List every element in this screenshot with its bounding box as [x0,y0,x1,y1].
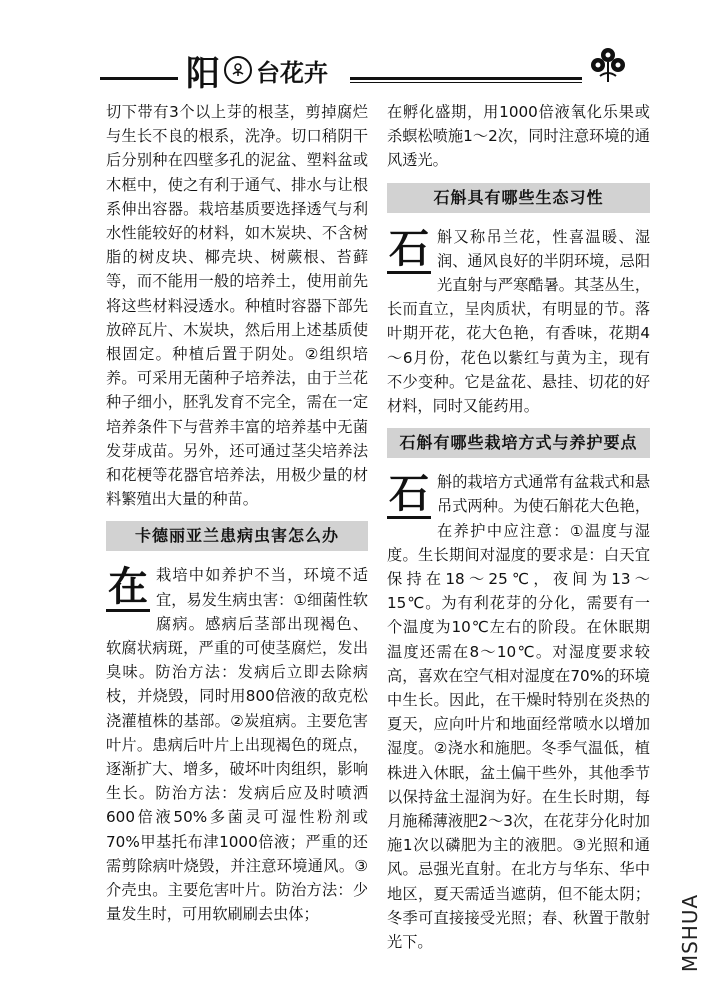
left-column [106,100,368,927]
header-rule-right-thin [350,82,582,83]
dropcap: 石 [389,470,429,518]
left-paragraph-2 [106,563,368,926]
dropcap: 在 [108,563,148,611]
left-paragraph-2-text: 栽培中如养护不当，环境不适宜，易发生病虫害：①细菌性软腐病。感病后茎部出现褐色、软腐状病斑，严重的可使茎腐烂，发出臭味。防治方法：发病后立即去除病枝，并烧毁，同时用800倍液的敌克松浇灌植株的基部。②炭疽病。主要危害叶片。患病后叶片上出现褐色的斑点，逐渐扩大、增多，破坏叶肉组织，影响生长。防治方法：发病后应及时喷洒600倍液50%多菌灵可湿性粉剂或70%甲基托布津1000倍液；严重的还需剪除病叶烧毁，并注意环境通风。③介壳虫。主要危害叶片。防治方法：少量发生时，可用软刷刷去虫体； [106,566,368,924]
flower-cluster-icon [590,46,626,84]
page-title [186,50,328,94]
watermark [678,875,702,991]
header-rule-left [100,77,178,80]
left-paragraph-1: 切下带有3个以上芽的根茎，剪掉腐烂与生长不良的根系，洗净。切口稍阴干后分别种在四壁多孔的泥盆、塑料盆或木框中，使之有利于通气、排水与让根系伸出容器。栽培基质要选择透气与利水性能较好的材料，如木炭块、不含树脂的树皮块、椰壳块、树蕨根、苔藓等，而不能用一般的培养土，使用前先将这些材料浸透水。种植时容器下部先放碎瓦片、木炭块，然后用上述基质使根固定。种植后置于阴处。②组织培养。可采用无菌种子培养法，由于兰花种子细小，胚乳发育不完全，需在一定培养条件下与营养丰富的培养基中无菌发芽成苗。另外，还可通过茎尖培养法和花梗等花器官培养法，用极少量的材料繁殖出大量的种苗。 [106,103,368,509]
page-header [100,44,620,94]
section-heading-dendrobium-care: 石斛有哪些栽培方式与养护要点 [387,428,650,458]
watermark-text: MSHUA [678,893,702,973]
right-paragraph-2 [387,225,650,419]
dropcap: 石 [389,224,429,272]
right-paragraph-1: 在孵化盛期，用1000倍液氧化乐果或杀螟松喷施1～2次，同时注意环境的通风透光。 [387,103,650,170]
right-paragraph-2-text: 斛又称吊兰花，性喜温暖、湿润、通风良好的半阴环境，忌阳光直射与严寒酷暑。其茎丛生，长而直立，呈肉质状，有明显的节。落叶期开花，花大色艳，有香味，花期4～6月份，花色以紫红与黄为主，现有不少变种。它是盆花、悬挂、切花的好材料，同时又能药用。 [387,227,650,416]
right-column [387,100,650,954]
right-paragraph-3-text: 斛的栽培方式通常有盆栽式和悬吊式两种。为使石斛花大色艳，在养护中应注意：①温度与湿度。生长期间对湿度的要求是：白天宜保持在18～25℃，夜间为13～15℃。为有利花芽的分化，需要有一个温度为10℃左右的阶段。在休眠期温度还需在8～10℃。对湿度要求较高，喜欢在空气相对湿度在70%的环境中生长。因此，在干燥时特别在炎热的夏天，应向叶片和地面经常喷水以增加湿度。②浇水和施肥。冬季气温低，植株进入休眠，盆土偏干些外，其他季节以保持盆土湿润为好。在生长时期，每月施稀薄液肥2～3次，在花芽分化时加施1次以磷肥为主的液肥。③光照和通风。忌强光直射。在北方与华东、华中地区，夏天需适当遮荫，但不能太阴；冬季可直接接受光照；春、秋置于散射光下。 [387,473,650,952]
header-rule-right [350,77,582,80]
section-heading-dendrobium-habits: 石斛具有哪些生态习性 [387,183,650,213]
circle-flower-emblem-icon [224,56,252,84]
title-first-char: 阳 [186,53,220,94]
title-rest: 台花卉 [256,57,328,87]
section-heading-cattleya-pests: 卡德丽亚兰患病虫害怎么办 [106,521,368,551]
right-paragraph-3 [387,470,650,954]
